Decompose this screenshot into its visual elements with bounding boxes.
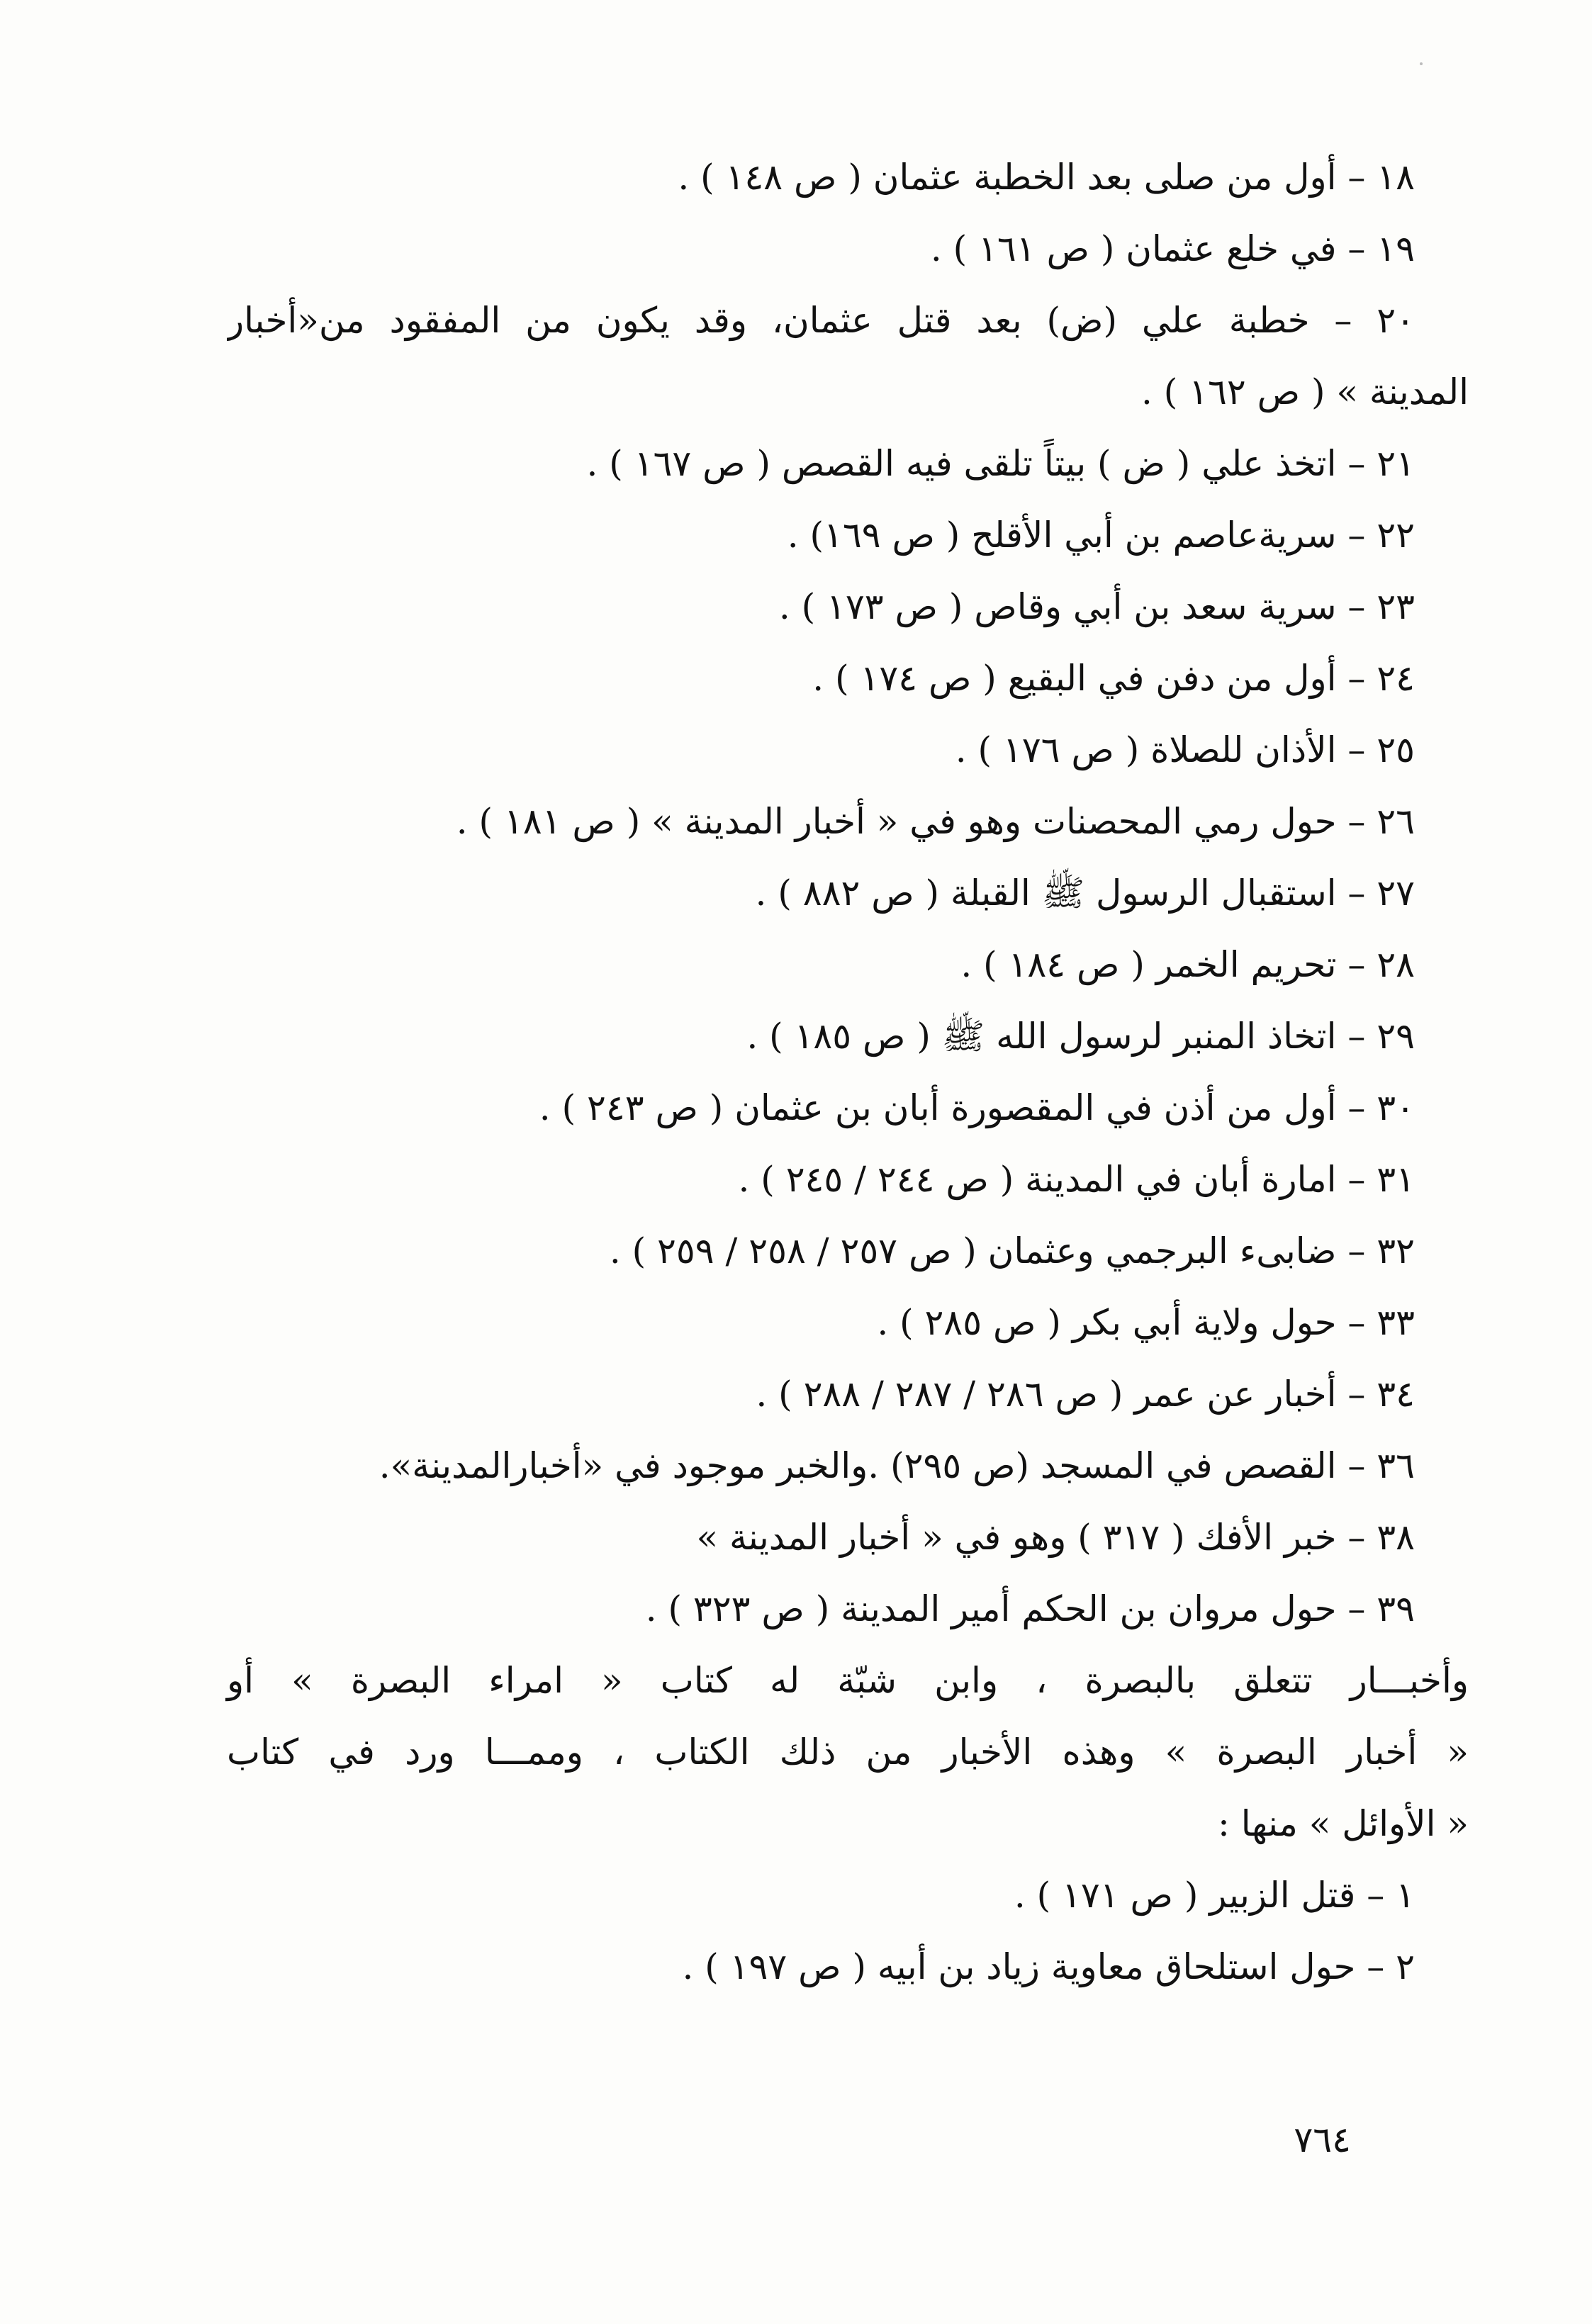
page-number: ٧٦٤: [1294, 2119, 1351, 2160]
sub-list: [227, 1860, 1415, 2003]
list-item: ٢٥ – الأذان للصلاة ( ص ١٧٦ ) .: [955, 729, 1415, 770]
list-item: ١٨ – أول من صلى بعد الخطبة عثمان ( ص ١٤٨ ) .: [678, 157, 1415, 198]
list-item: ٢٤ – أول من دفن في البقيع ( ص ١٧٤ ) .: [812, 658, 1415, 699]
list-item: ٢٩ – اتخاذ المنبر لرسول الله ﷺ ( ص ١٨٥ ) .: [746, 1016, 1415, 1057]
main-text: [227, 142, 1469, 2003]
list-item: ٣٩ – حول مروان بن الحكم أمير المدينة ( ص ٣٢٣ ) .: [645, 1588, 1415, 1629]
list-item: ٣١ – امارة أبان في المدينة ( ص ٢٤٤ / ٢٤٥ ) .: [738, 1159, 1415, 1200]
list-item-continuation: المدينة » ( ص ١٦٢ ) .: [1141, 371, 1469, 412]
list-item: ٢٦ – حول رمي المحصنات وهو في « أخبار المدينة » ( ص ١٨١ ) .: [456, 801, 1415, 842]
list-item: ٣٣ – حول ولاية أبي بكر ( ص ٢٨٥ ) .: [877, 1302, 1415, 1343]
basra-paragraph: [227, 1645, 1469, 1860]
list-item: ١٩ – في خلع عثمان ( ص ١٦١ ) .: [930, 228, 1415, 269]
list-item: ٣٢ – ضابىء البرجمي وعثمان ( ص ٢٥٧ / ٢٥٨ / ٢٥٩ ) .: [609, 1230, 1415, 1272]
list-item: ٣٠ – أول من أذن في المقصورة أبان بن عثمان ( ص ٢٤٣ ) .: [539, 1087, 1415, 1128]
list-item: ٣٤ – أخبار عن عمر ( ص ٢٨٦ / ٢٨٧ / ٢٨٨ ) .: [756, 1374, 1415, 1415]
sub-list-item: ٢ – حول استلحاق معاوية زياد بن أبيه ( ص ١٩٧ ) .: [682, 1946, 1415, 1987]
list-item: ٢٨ – تحريم الخمر ( ص ١٨٤ ) .: [960, 944, 1415, 985]
paragraph-line: « الأوائل » منها :: [1218, 1803, 1469, 1844]
list-item: ٢٢ – سريةعاصم بن أبي الأقلح ( ص ١٦٩) .: [787, 515, 1415, 556]
list-item: ٢١ – اتخذ علي ( ض ) بيتاً تلقى فيه القصص ( ص ١٦٧ ) .: [586, 443, 1415, 484]
list-item: ٢٣ – سرية سعد بن أبي وقاص ( ص ١٧٣ ) .: [778, 586, 1415, 627]
list-item: ٢٧ – استقبال الرسول ﷺ القبلة ( ص ٨٨٢ ) .: [755, 872, 1415, 914]
sub-list-item: ١ – قتل الزبير ( ص ١٧١ ) .: [1014, 1875, 1415, 1916]
paragraph-line: « أخبار البصرة » وهذه الأخبار من ذلك الكتاب ، وممـــا ورد في كتاب: [227, 1731, 1469, 1773]
list-item: ٣٦ – القصص في المسجد (ص ٢٩٥) .والخبر موجود في «أخبارالمدينة».: [379, 1445, 1415, 1486]
scan-speck: [1420, 62, 1423, 65]
list-item: ٣٨ – خبر الأفك ( ٣١٧ ) وهو في « أخبار المدينة »: [696, 1517, 1415, 1558]
paragraph-line: وأخبـــار تتعلق بالبصرة ، وابن شبّة له كتاب « امراء البصرة » أو: [227, 1660, 1469, 1701]
list-item: ٢٠ – خطبة علي (ض) بعد قتل عثمان، وقد يكون من المفقود من«أخبار: [227, 300, 1415, 341]
